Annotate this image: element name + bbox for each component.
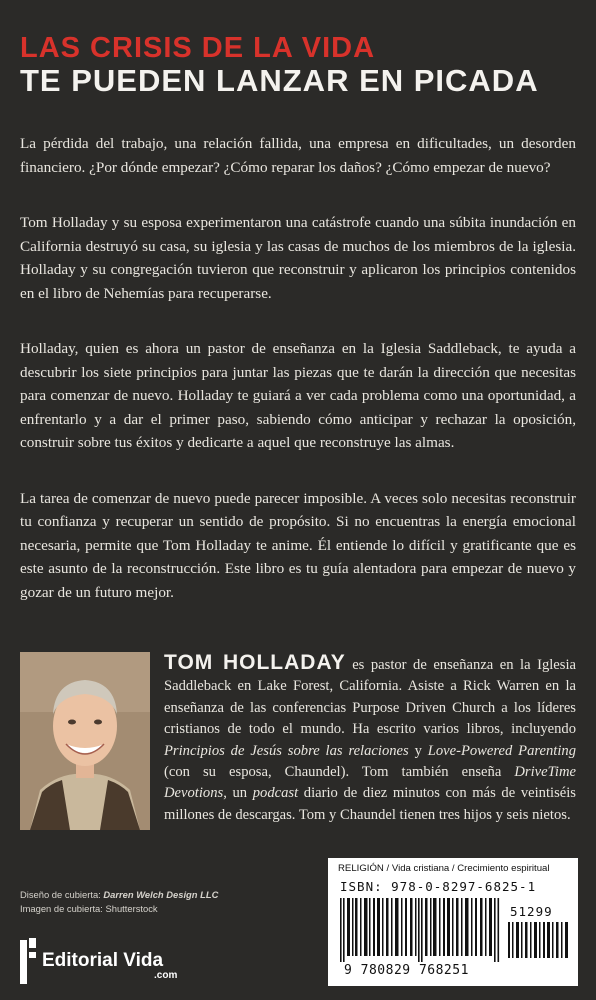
publisher-domain: .com (154, 970, 178, 981)
isbn-label: ISBN: 978-0-8297-6825-1 (340, 879, 537, 894)
category-label: RELIGIÓN / Vida cristiana / Crecimiento espiritual (338, 863, 550, 874)
bio-text-1: es pastor de enseñanza en la Iglesia Saddleback en Lake Forest, California. Asiste a Rick Warren en la enseñanza de las conferencias Purpose Driven Church a los líderes cristianos de todo el mundo. Ha escrito varios libros, incluyendo (164, 657, 576, 738)
cover-credits (20, 888, 218, 916)
bio-text-2: y (408, 742, 428, 759)
book-title-1: Principios de Jesús sobre las relaciones (164, 742, 409, 759)
paragraph-1: La pérdida del trabajo, una relación fallida, una empresa en dificultades, un desorden financiero. ¿Por dónde empezar? ¿Cómo reparar los daños? ¿Cómo empezar de nuevo? (20, 135, 576, 176)
paragraph-2: Tom Holladay y su esposa experimentaron una catástrofe cuando una súbita inundación en California destruyó su casa, su iglesia y las casas de muchos de los miembros de la iglesia. Holladay y su congregación tuvieron que reconstruir y aplicaron los principios contenidos en el libro de Nehemías para recuperarse. (20, 214, 576, 302)
design-credit-value: Darren Welch Design LLC (103, 889, 219, 900)
bio-text-5: diario de diez minutos con más de veintiséis millones de descargas. Tom y Chaundel tienen tres hijos y seis nietos. (164, 785, 576, 823)
barcode-icon (340, 898, 500, 962)
design-credit-label: Diseño de cubierta: (20, 889, 104, 900)
author-bio (164, 652, 576, 826)
body-text (20, 132, 576, 636)
price-code: 51299 (510, 904, 553, 919)
design-credit (20, 888, 218, 902)
bio-text-4: , un (223, 785, 253, 802)
image-credit-value: Shutterstock (105, 903, 158, 914)
barcode-panel (328, 858, 578, 986)
podcast-word: podcast (252, 785, 299, 802)
image-credit (20, 902, 218, 916)
barcode-number: 9 780829 768251 (344, 963, 469, 978)
headline-line-1: LAS CRISIS DE LA VIDA (20, 32, 376, 64)
book-title-2: Love-Powered Parenting (427, 742, 576, 759)
headline-line-2: TE PUEDEN LANZAR EN PICADA (20, 63, 539, 98)
image-credit-label: Imagen de cubierta: (20, 903, 106, 914)
author-photo (20, 652, 150, 830)
author-name: TOM HOLLADAY (164, 651, 346, 674)
book-title-3: DriveTime Devotions (164, 764, 576, 802)
bio-text-3: (con su esposa, Chaundel). Tom también enseña (164, 764, 515, 781)
publisher-logo (20, 938, 220, 988)
publisher-mark-icon (20, 938, 36, 984)
headline (20, 32, 580, 98)
price-barcode-icon (508, 922, 570, 958)
paragraph-3: Holladay, quien es ahora un pastor de enseñanza en la Iglesia Saddleback, te ayuda a descubrir los siete principios para juntar las piezas que te darán la dirección que necesitas para comenzar de nuevo. Holladay te guiará a ver cada problema como una oportunidad, a enfrentarlo y a dar el primer paso, sabiendo cómo anticipar y rechazar la oposición, construir sobre tus éxitos y dedicarte a aquel que reconstruye las almas. (20, 340, 576, 451)
publisher-name: Editorial Vida (42, 950, 164, 971)
paragraph-4: La tarea de comenzar de nuevo puede parecer imposible. A veces solo necesitas reconstruir tu confianza y recuperar un sentido de propósito. Si no encuentras la energía emocional necesaria, permite que Tom Holladay te anime. Él entiende lo difícil y gratificante que es este asunto de la reconstrucción. Este libro es tu guía alentadora para empezar de nuevo y gozar de un futuro mejor. (20, 489, 576, 601)
